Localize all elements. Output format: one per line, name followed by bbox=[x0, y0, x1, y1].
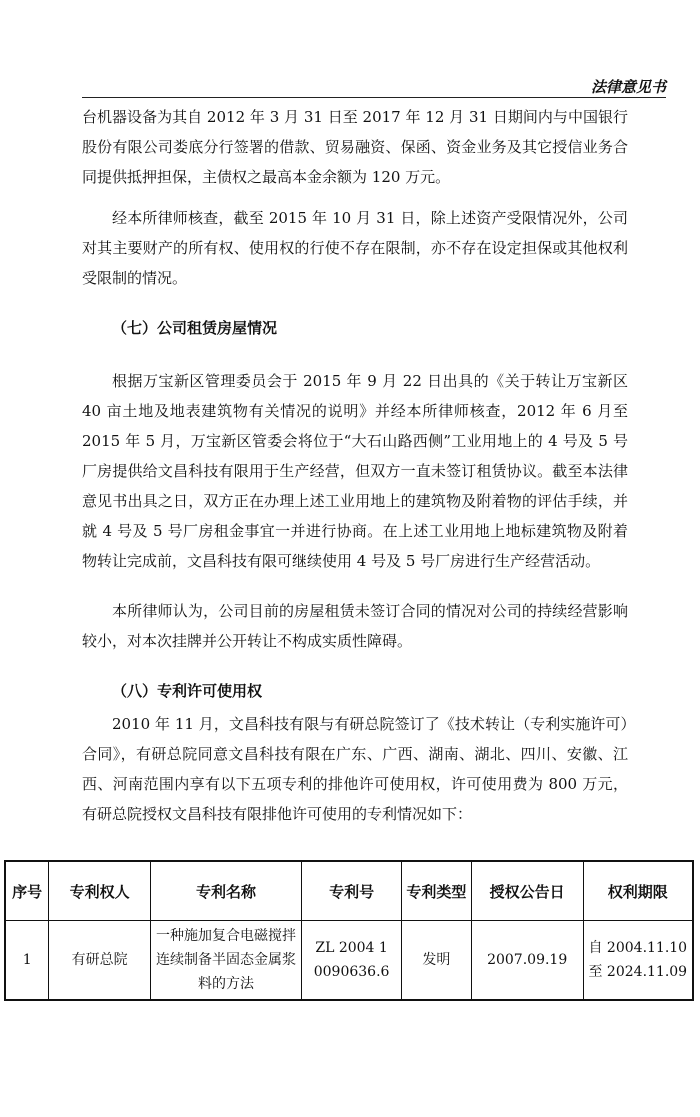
patent-number-line-2: 0090636.6 bbox=[313, 964, 390, 980]
paragraph-asset-restriction bbox=[82, 203, 628, 293]
cell-owner: 有研总院 bbox=[49, 921, 151, 1001]
section-heading-patent-license: （八）专利许可使用权 bbox=[112, 682, 263, 700]
table-header-row bbox=[5, 861, 693, 921]
paragraph-lease-details bbox=[82, 366, 628, 576]
cell-patent-name: 一种施加复合电磁搅拌连续制备半固态金属浆料的方法 bbox=[150, 921, 301, 1001]
cell-patent-type: 发明 bbox=[402, 921, 472, 1001]
patent-license-table bbox=[4, 860, 694, 1001]
paragraph-text: 根据万宝新区管理委员会于 2015 年 9 月 22 日出具的《关于转让万宝新区 40 亩土地及地表建筑物有关情况的说明》并经本所律师核查，2012 年 6 月至 2015 年 5 月，万宝新区管委会将位于“大石山路西侧”工业用地上的 4 号及 5 号厂房提供给文昌科技有限用于生产经营，但双方一直未签订租赁协议。截至本法律意见书出具之日，双方正在办理上述工业用地上的建筑物及附着物的评估手续，并就 4 号及 5 号厂房租金事宜一并进行协商。在上述工业用地上地标建筑物及附着物转让完成前，文昌科技有限可继续使用 4 号及 5 号厂房进行生产经营活动。 bbox=[82, 372, 628, 570]
column-header-term: 权利期限 bbox=[583, 861, 693, 921]
term-end: 至 2024.11.09 bbox=[588, 964, 688, 980]
column-header-patent-name: 专利名称 bbox=[150, 861, 301, 921]
cell-no: 1 bbox=[5, 921, 49, 1001]
term-start: 自 2004.11.10 bbox=[588, 940, 688, 956]
paragraph-text: 2010 年 11 月，文昌科技有限与有研总院签订了《技术转让（专利实施许可）合同》，有研总院同意文昌科技有限在广东、广西、湖南、湖北、四川、安徽、江西、河南范围内享有以下五项专利的排他许可使用权，许可使用费为 800 万元，有研总院授权文昌科技有限排他许可使用的专利情况如下： bbox=[82, 715, 628, 823]
paragraph-patent-license bbox=[82, 709, 628, 829]
column-header-patent-number: 专利号 bbox=[302, 861, 402, 921]
paragraph-collateral bbox=[82, 102, 628, 192]
paragraph-text: 台机器设备为其自 2012 年 3 月 31 日至 2017 年 12 月 31 日期间内与中国银行股份有限公司娄底分行签署的借款、贸易融资、保函、资金业务及其它授信业务合同提供抵押担保，主债权之最高本金余额为 120 万元。 bbox=[82, 108, 628, 186]
paragraph-text: 本所律师认为，公司目前的房屋租赁未签订合同的情况对公司的持续经营影响较小，对本次挂牌并公开转让不构成实质性障碍。 bbox=[82, 602, 628, 650]
paragraph-text: 经本所律师核查，截至 2015 年 10 月 31 日，除上述资产受限情况外，公司对其主要财产的所有权、使用权的行使不存在限制，亦不存在设定担保或其他权利受限制的情况。 bbox=[82, 209, 628, 287]
cell-grant-date: 2007.09.19 bbox=[471, 921, 583, 1001]
section-heading-lease: （七）公司租赁房屋情况 bbox=[112, 319, 278, 337]
cell-patent-number bbox=[302, 921, 402, 1001]
column-header-grant-date: 授权公告日 bbox=[471, 861, 583, 921]
cell-term bbox=[583, 921, 693, 1001]
table-row bbox=[5, 921, 693, 1001]
column-header-patent-type: 专利类型 bbox=[402, 861, 472, 921]
column-header-no: 序号 bbox=[5, 861, 49, 921]
column-header-owner: 专利权人 bbox=[49, 861, 151, 921]
header-rule bbox=[82, 97, 666, 98]
paragraph-lease-opinion bbox=[82, 596, 628, 656]
patent-number-line-1: ZL 2004 1 bbox=[315, 940, 388, 956]
document-header-title: 法律意见书 bbox=[590, 78, 666, 96]
